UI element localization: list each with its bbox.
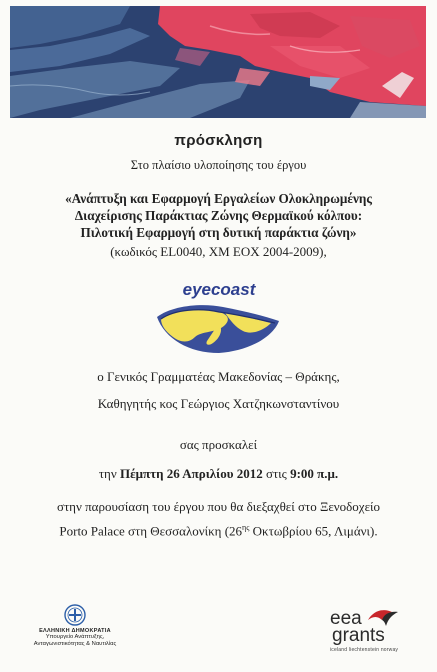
ministry-name-cont: Ανταγωνιστικότητας & Ναυτιλίας xyxy=(33,641,117,647)
project-title-line: «Ανάπτυξη και Εφαρμογή Εργαλείων Ολοκληρωμένης xyxy=(65,191,372,206)
project-title-line: Πιλοτική Εφαρμογή στη δυτική παράκτια ζώνη» xyxy=(80,225,357,240)
ordinal-suffix: ης xyxy=(242,523,250,532)
project-title-line: Διαχείρισης Παράκτιας Ζώνης Θερμαϊκού κόλπου: xyxy=(74,208,363,223)
venue-address: Porto Palace στη Θεσσαλονίκη (26 xyxy=(59,523,243,539)
time-prefix: στις xyxy=(262,466,291,481)
venue-line xyxy=(0,517,437,541)
greek-emblem-icon xyxy=(64,604,86,626)
project-title xyxy=(0,190,437,241)
invitation-title: πρόσκληση xyxy=(174,132,263,149)
date-prefix: την xyxy=(98,466,120,481)
intro-text: Στο πλαίσιο υλοποίησης του έργου xyxy=(130,158,307,172)
eea-wordmark: eea xyxy=(330,608,362,629)
venue-line: στην παρουσίαση του έργου που θα διεξαχθεί στο Ξενοδοχείο xyxy=(56,499,381,514)
eea-tagline: iceland liechtenstein norway xyxy=(330,647,399,653)
person-line: Καθηγητής κος Γεώργιος Χατζηκωνσταντίνου xyxy=(97,396,340,411)
project-code: (κωδικός EL0040, XM EOX 2004-2009), xyxy=(110,244,327,259)
ministry-name: Υπουργείο Ανάπτυξης, xyxy=(45,634,105,640)
logo-wordmark: eyecoast xyxy=(182,280,256,299)
event-time: 9:00 π.μ. xyxy=(290,466,339,481)
ministry-logo xyxy=(20,604,130,648)
person-line: ο Γενικός Γραμματέας Μακεδονίας – Θράκης, xyxy=(97,369,340,384)
event-datetime xyxy=(0,466,437,482)
event-venue xyxy=(0,496,437,541)
venue-address-end: Οκτωβρίου 65, Λιμάνι). xyxy=(249,523,378,539)
event-date: Πέμπτη 26 Απριλίου 2012 xyxy=(119,466,263,481)
satellite-image-banner xyxy=(10,6,426,118)
eea-grants-logo xyxy=(330,610,430,653)
invites-text: σας προσκαλεί xyxy=(179,437,258,452)
ministry-country: ΕΛΛΗΝΙΚΗ ΔΗΜΟΚΡΑΤΙΑ xyxy=(39,628,111,634)
grants-wordmark: grants xyxy=(332,625,385,646)
secretary-general xyxy=(0,363,437,417)
eea-bird-icon xyxy=(366,606,400,633)
eyecoast-logo xyxy=(151,279,287,355)
